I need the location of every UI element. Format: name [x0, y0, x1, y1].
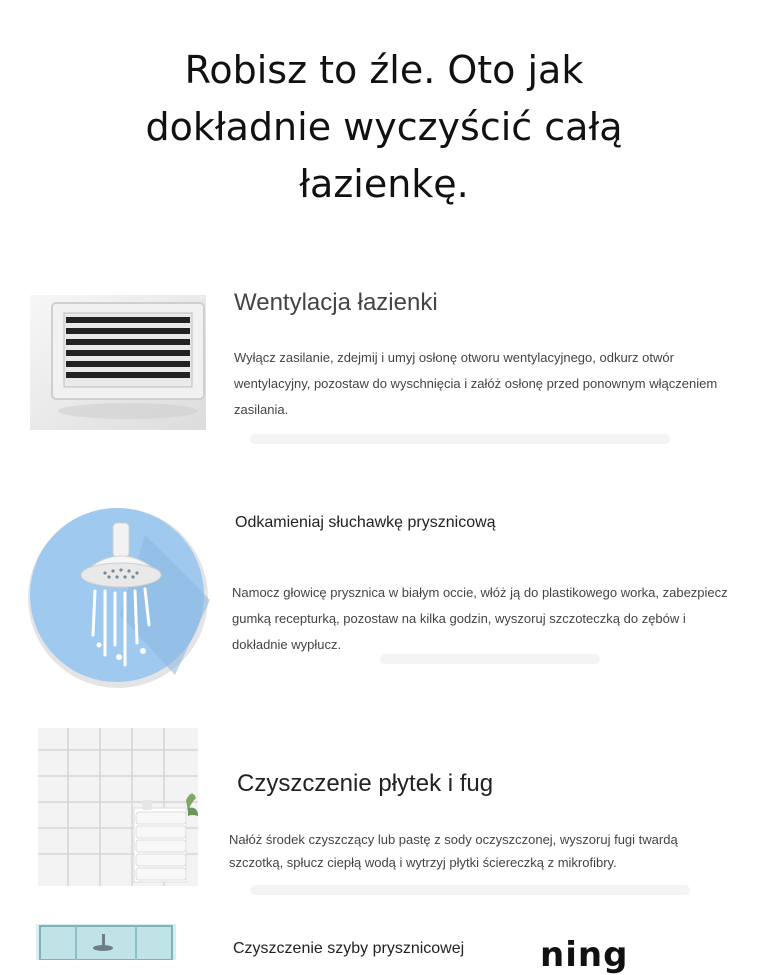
- shower-head-icon: [25, 505, 215, 695]
- section-text-ventilation: Wyłącz zasilanie, zdejmij i umyj osłonę otworu wentylacyjnego, odkurz otwór wentylacyjny, pozostaw do wyschnięcia i załóż osłonę przed ponownym włączeniem zasilania.: [234, 350, 718, 417]
- shower-cabin-image: [36, 924, 176, 960]
- section-text-shower-head: Namocz głowicę prysznica w białym occie, włóż ją do plastikowego worka, zabezpiecz gumką recepturką, pozostaw na kilka godzin, wyszoruj szczoteczką do zębów i dokładnie wypłucz.: [232, 585, 728, 652]
- vent-icon: [30, 295, 206, 430]
- faded-text-line: [250, 434, 670, 444]
- tiles-towels-image: [38, 728, 198, 886]
- section-heading-shower-glass: Czyszczenie szyby prysznicowej: [233, 940, 465, 957]
- section-heading-ventilation: Wentylacja łazienki: [234, 289, 438, 316]
- tiles-towels-icon: [38, 728, 198, 886]
- page-title: Robisz to źle. Oto jak dokładnie wyczyścić całą łazienkę.: [145, 48, 623, 206]
- section-text-tiles: Nałóż środek czyszczący lub pastę z sody oczyszczonej, wyszoruj fugi twardą szczotką, spłucz ciepłą wodą i wytrzyj płytki ściereczką z mikrofibry.: [229, 832, 678, 870]
- faded-text-line: [380, 654, 600, 664]
- section-heading-tiles: Czyszczenie płytek i fug: [237, 770, 494, 797]
- faded-text-line: [250, 885, 690, 895]
- shower-cabin-icon: [36, 924, 176, 960]
- vent-image: [30, 295, 206, 430]
- section-heading-shower-head: Odkamieniaj słuchawkę prysznicową: [235, 514, 496, 531]
- shower-head-image: [25, 505, 215, 695]
- overlay-text: ning: [540, 935, 629, 975]
